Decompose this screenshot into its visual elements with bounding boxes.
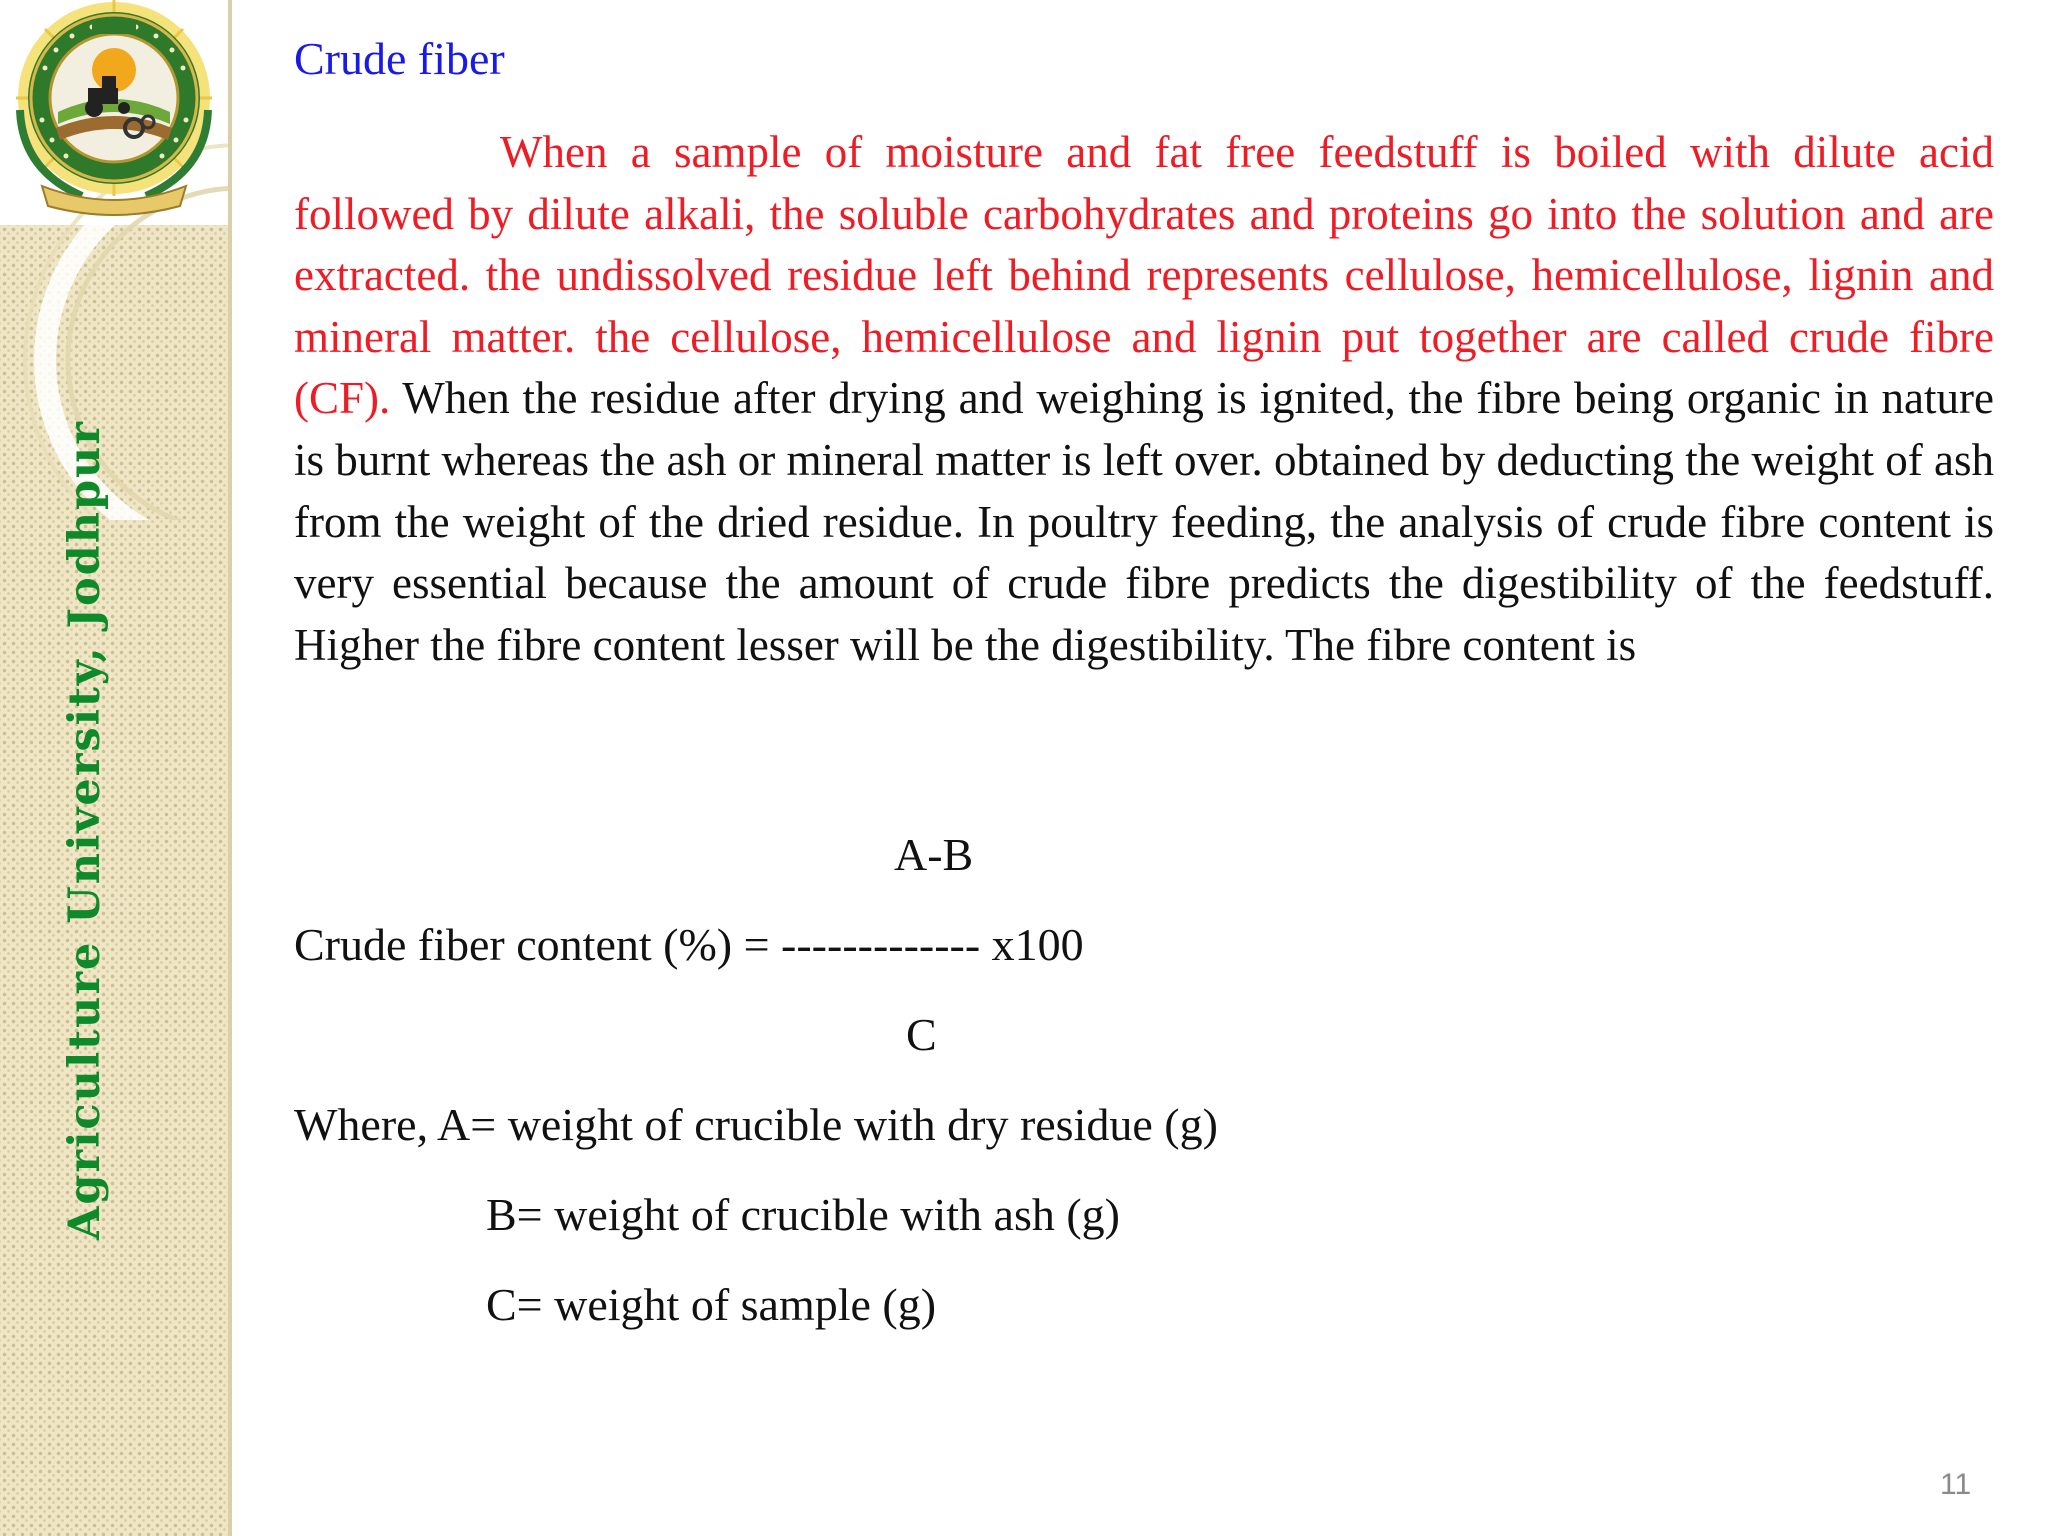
formula-main-line: Crude fiber content (%) = ------------- x100 xyxy=(294,919,1084,970)
body-paragraph xyxy=(294,122,1994,676)
slide-title: Crude fiber xyxy=(294,33,505,84)
definition-c: C= weight of sample (g) xyxy=(486,1279,937,1330)
formula-denominator: C xyxy=(906,1009,937,1060)
sidebar xyxy=(0,0,232,1536)
paragraph-black-text: When the residue after drying and weighing is ignited, the fibre being organic in nature is burnt whereas the ash or mineral matter is left over. obtained by deducting the weight of ash from the weight of the dried residue. In poultry feeding, the analysis of crude fibre content is very essential because the amount of crude fibre predicts the digestibility of the feedstuff. Higher the fibre content lesser will be the digestibility. The fibre content is xyxy=(294,373,1994,670)
definition-a: Where, A= weight of crucible with dry residue (g) xyxy=(294,1099,1218,1150)
formula-numerator: A-B xyxy=(894,829,974,880)
university-name-vertical: Agriculture University, Jodhpur xyxy=(60,420,110,1240)
definition-b: B= weight of crucible with ash (g) xyxy=(486,1189,1121,1240)
paragraph-red-text: When a sample of moisture and fat free feedstuff is boiled with dilute acid followed by dilute alkali, the soluble carbohydrates and proteins go into the solution and are extracted. the undissolved residue left behind represents cellulose, hemicellulose, lignin and mineral matter. the cellulose, hemicellulose and lignin put together are called crude fibre (CF). xyxy=(294,127,1994,424)
university-seal-logo xyxy=(2,0,212,220)
page-number: 11 xyxy=(1940,1468,1972,1501)
